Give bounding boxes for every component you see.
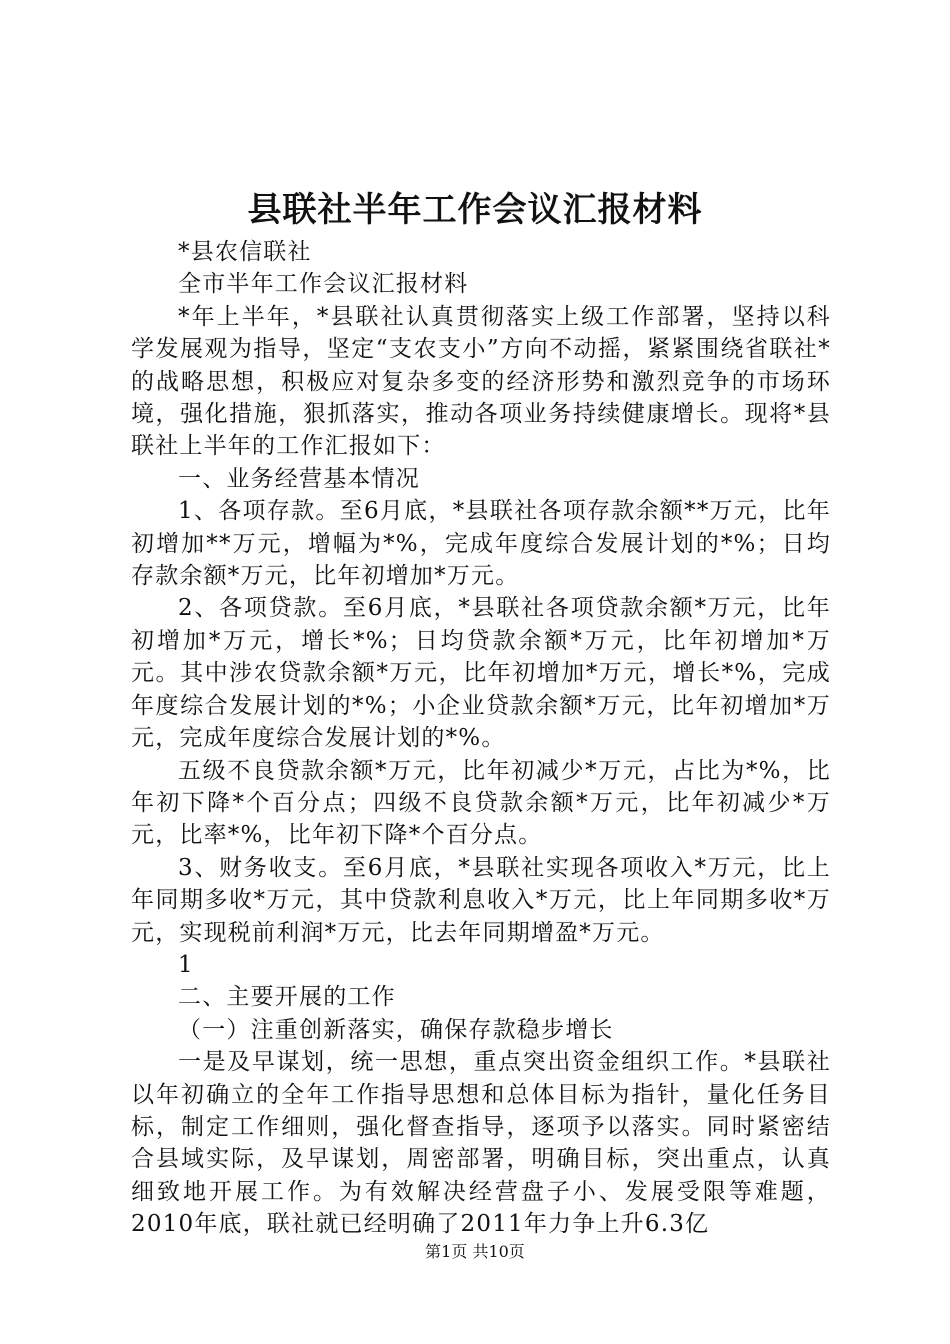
paragraph-nonperforming-loans: 五级不良贷款余额*万元，比年初减少*万元，占比为*%，比年初下降*个百分点；四级不良贷款余额*万元，比年初减少*万元，比率*%，比年初下降*个百分点。 [131,757,831,849]
page-footer: 第1页 共10页 [425,1242,525,1261]
paragraph-planning: 一是及早谋划，统一思想，重点突出资金组织工作。*县联社以年初确立的全年工作指导思想和总体目标为指针，量化任务目标，制定工作细则，强化督查指导，逐项予以落实。同时紧密结合县域实际，及早谋划，周密部署，明确目标，突出重点，认真细致地开展工作。为有效解决经营盘子小、发展受限等难题，2010年底，联社就已经明确了2011年力争上升6.3亿 [131,1049,831,1238]
subsection-heading-1: （一）注重创新落实，确保存款稳步增长 [178,1016,614,1043]
paragraph-finance: 3、财务收支。至6月底，*县联社实现各项收入*万元，比上年同期多收*万元，其中贷款利息收入*万元，比上年同期多收*万元，实现税前利润*万元，比去年同期增盈*万元。 [131,854,831,946]
paragraph-deposits: 1、各项存款。至6月底，*县联社各项存款余额**万元，比年初增加**万元，增幅为*%，完成年度综合发展计划的*%；日均存款余额*万元，比年初增加*万元。 [131,498,831,590]
paragraph-subtitle: 全市半年工作会议汇报材料 [178,271,469,298]
paragraph-intro: *年上半年，*县联社认真贯彻落实上级工作部署，坚持以科学发展观为指导，坚定“支农支小”方向不动摇，紧紧围绕省联社*的战略思想，积极应对复杂多变的经济形势和激烈竞争的市场环境，强化措施，狠抓落实，推动各项业务持续健康增长。现将*县联社上半年的工作汇报如下： [131,303,831,460]
document-body [131,236,831,1241]
paragraph-page-number-artifact: 1 [178,951,194,978]
paragraph-loans: 2、各项贷款。至6月底，*县联社各项贷款余额*万元，比年初增加*万元，增长*%；日均贷款余额*万元，比年初增加*万元。其中涉农贷款余额*万元，比年初增加*万元，增长*%，完成年度综合发展计划的*%；小企业贷款余额*万元，比年初增加*万元，完成年度综合发展计划的*%。 [131,595,831,752]
section-heading-2: 二、主要开展的工作 [178,984,396,1011]
paragraph-organization: *县农信联社 [178,239,312,265]
document-title: 县联社半年工作会议汇报材料 [247,190,703,230]
section-heading-1: 一、业务经营基本情况 [178,465,420,492]
